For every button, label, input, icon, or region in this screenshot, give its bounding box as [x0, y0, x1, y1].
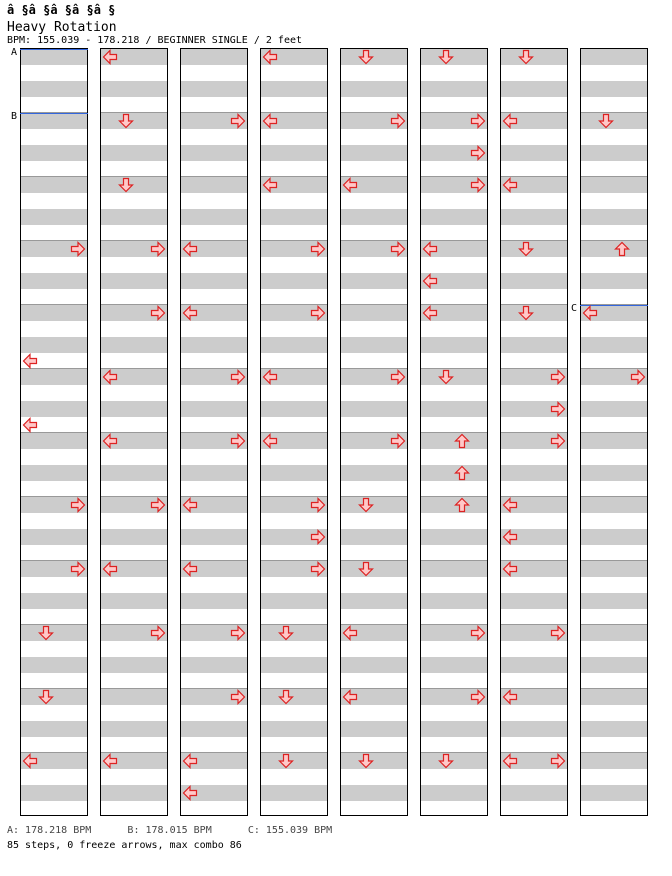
chart-column-3 — [180, 48, 248, 816]
left-arrow-icon — [342, 177, 358, 193]
measure-line — [421, 368, 487, 369]
beat-band — [341, 785, 407, 801]
beat-band — [341, 593, 407, 609]
right-arrow-icon — [390, 369, 406, 385]
right-arrow-icon — [230, 369, 246, 385]
beat-band — [581, 689, 647, 705]
beat-band — [581, 593, 647, 609]
left-arrow-icon — [262, 433, 278, 449]
measure-line — [341, 560, 407, 561]
beat-band — [421, 657, 487, 673]
beat-band — [181, 465, 247, 481]
beat-band — [101, 273, 167, 289]
left-arrow-icon — [502, 753, 518, 769]
left-arrow-icon — [262, 113, 278, 129]
right-arrow-icon — [550, 401, 566, 417]
down-arrow-icon — [438, 369, 454, 385]
beat-band — [501, 273, 567, 289]
measure-line — [421, 560, 487, 561]
beat-band — [101, 177, 167, 193]
right-arrow-icon — [150, 625, 166, 641]
beat-band — [261, 81, 327, 97]
beat-band — [421, 529, 487, 545]
left-arrow-icon — [22, 753, 38, 769]
right-arrow-icon — [310, 241, 326, 257]
measure-line — [261, 688, 327, 689]
right-arrow-icon — [310, 497, 326, 513]
right-arrow-icon — [470, 625, 486, 641]
beat-band — [501, 593, 567, 609]
beat-band — [341, 401, 407, 417]
beat-band — [101, 113, 167, 129]
right-arrow-icon — [70, 497, 86, 513]
beat-band — [261, 209, 327, 225]
beat-band — [181, 657, 247, 673]
measure-line — [581, 496, 647, 497]
beat-band — [181, 529, 247, 545]
measure-line — [341, 752, 407, 753]
beat-band — [341, 209, 407, 225]
beat-band — [101, 785, 167, 801]
measure-line — [581, 432, 647, 433]
beat-band — [21, 177, 87, 193]
measure-line — [421, 752, 487, 753]
measure-line — [501, 304, 567, 305]
beat-band — [421, 337, 487, 353]
beat-band — [341, 49, 407, 65]
bpm-change-label: B — [11, 111, 18, 122]
beat-band — [341, 337, 407, 353]
right-arrow-icon — [470, 177, 486, 193]
beat-band — [261, 273, 327, 289]
beat-band — [501, 721, 567, 737]
right-arrow-icon — [310, 561, 326, 577]
beat-band — [341, 753, 407, 769]
beat-band — [181, 49, 247, 65]
beat-band — [581, 209, 647, 225]
left-arrow-icon — [182, 241, 198, 257]
bpm-legend-c: C: 155.039 BPM — [247, 825, 333, 836]
beat-band — [21, 689, 87, 705]
left-arrow-icon — [422, 273, 438, 289]
beat-band — [581, 497, 647, 513]
measure-line — [341, 496, 407, 497]
beat-band — [21, 369, 87, 385]
right-arrow-icon — [470, 113, 486, 129]
left-arrow-icon — [422, 305, 438, 321]
beat-band — [421, 561, 487, 577]
left-arrow-icon — [502, 497, 518, 513]
right-arrow-icon — [150, 305, 166, 321]
beat-band — [581, 113, 647, 129]
beat-band — [581, 401, 647, 417]
right-arrow-icon — [230, 689, 246, 705]
left-arrow-icon — [22, 353, 38, 369]
right-arrow-icon — [230, 625, 246, 641]
beat-band — [501, 337, 567, 353]
measure-line — [21, 624, 87, 625]
beat-band — [581, 785, 647, 801]
right-arrow-icon — [310, 305, 326, 321]
right-arrow-icon — [150, 497, 166, 513]
left-arrow-icon — [342, 625, 358, 641]
bpm-legend-a: A: 178.218 BPM — [7, 825, 92, 836]
beat-band — [261, 401, 327, 417]
beat-band — [501, 305, 567, 321]
beat-band — [581, 465, 647, 481]
beat-band — [341, 561, 407, 577]
beat-band — [341, 497, 407, 513]
bpm-change-line — [20, 113, 88, 114]
right-arrow-icon — [550, 369, 566, 385]
beat-band — [261, 657, 327, 673]
right-arrow-icon — [630, 369, 646, 385]
chart-column-5 — [340, 48, 408, 816]
beat-band — [261, 465, 327, 481]
right-arrow-icon — [550, 753, 566, 769]
measure-line — [261, 624, 327, 625]
beat-band — [421, 49, 487, 65]
beat-band — [341, 305, 407, 321]
measure-line — [101, 112, 167, 113]
beat-band — [501, 465, 567, 481]
beat-band — [21, 49, 87, 65]
measure-line — [341, 304, 407, 305]
chart-column-7 — [500, 48, 568, 816]
down-arrow-icon — [598, 113, 614, 129]
beat-band — [341, 145, 407, 161]
down-arrow-icon — [438, 49, 454, 65]
left-arrow-icon — [502, 529, 518, 545]
down-arrow-icon — [118, 113, 134, 129]
chart-column-4 — [260, 48, 328, 816]
beat-band — [341, 81, 407, 97]
beat-band — [581, 177, 647, 193]
left-arrow-icon — [22, 417, 38, 433]
beat-band — [181, 401, 247, 417]
beat-band — [261, 689, 327, 705]
left-arrow-icon — [502, 689, 518, 705]
left-arrow-icon — [102, 561, 118, 577]
down-arrow-icon — [38, 689, 54, 705]
down-arrow-icon — [278, 625, 294, 641]
down-arrow-icon — [38, 625, 54, 641]
right-arrow-icon — [230, 433, 246, 449]
beat-band — [501, 209, 567, 225]
left-arrow-icon — [262, 369, 278, 385]
down-arrow-icon — [358, 497, 374, 513]
left-arrow-icon — [182, 785, 198, 801]
beat-band — [581, 81, 647, 97]
left-arrow-icon — [502, 177, 518, 193]
beat-band — [581, 273, 647, 289]
beat-band — [181, 81, 247, 97]
right-arrow-icon — [390, 113, 406, 129]
beat-band — [21, 81, 87, 97]
beat-band — [181, 337, 247, 353]
beat-band — [21, 625, 87, 641]
measure-line — [581, 752, 647, 753]
beat-band — [581, 657, 647, 673]
left-arrow-icon — [182, 561, 198, 577]
beat-band — [101, 145, 167, 161]
beat-band — [261, 721, 327, 737]
beat-band — [581, 529, 647, 545]
right-arrow-icon — [310, 529, 326, 545]
measure-line — [101, 176, 167, 177]
beat-band — [101, 689, 167, 705]
beat-band — [581, 145, 647, 161]
up-arrow-icon — [454, 433, 470, 449]
beat-band — [581, 433, 647, 449]
left-arrow-icon — [102, 369, 118, 385]
measure-line — [501, 240, 567, 241]
bpm-legend-b: B: 178.015 BPM — [127, 825, 212, 836]
beat-band — [21, 305, 87, 321]
chart-column-1 — [11, 47, 88, 816]
beat-band — [21, 721, 87, 737]
beat-band — [581, 625, 647, 641]
bpm-change-label: A — [11, 47, 18, 58]
beat-band — [181, 209, 247, 225]
beat-band — [181, 593, 247, 609]
beat-band — [421, 753, 487, 769]
down-arrow-icon — [358, 561, 374, 577]
beat-band — [21, 113, 87, 129]
beat-band — [341, 465, 407, 481]
beat-band — [21, 145, 87, 161]
right-arrow-icon — [550, 625, 566, 641]
beat-band — [421, 721, 487, 737]
beat-band — [261, 145, 327, 161]
right-arrow-icon — [470, 689, 486, 705]
beat-band — [181, 177, 247, 193]
beat-band — [421, 81, 487, 97]
down-arrow-icon — [518, 241, 534, 257]
song-title: Heavy Rotation — [7, 20, 117, 35]
beat-band — [261, 625, 327, 641]
beat-band — [261, 753, 327, 769]
beat-band — [21, 401, 87, 417]
down-arrow-icon — [278, 689, 294, 705]
right-arrow-icon — [550, 433, 566, 449]
beat-band — [261, 785, 327, 801]
beat-band — [581, 49, 647, 65]
beat-band — [501, 241, 567, 257]
beat-band — [341, 529, 407, 545]
beat-band — [581, 337, 647, 353]
beat-band — [101, 529, 167, 545]
up-arrow-icon — [454, 497, 470, 513]
beat-band — [101, 401, 167, 417]
measure-line — [581, 624, 647, 625]
garbled-title: â §â §â §â §â § — [7, 3, 116, 17]
beat-band — [21, 465, 87, 481]
beat-band — [501, 657, 567, 673]
measure-line — [21, 688, 87, 689]
right-arrow-icon — [150, 241, 166, 257]
beat-band — [581, 561, 647, 577]
down-arrow-icon — [358, 49, 374, 65]
measure-line — [181, 176, 247, 177]
left-arrow-icon — [102, 49, 118, 65]
beat-band — [101, 209, 167, 225]
beat-band — [21, 529, 87, 545]
beat-band — [21, 433, 87, 449]
beat-band — [581, 721, 647, 737]
left-arrow-icon — [342, 689, 358, 705]
beat-band — [101, 593, 167, 609]
beat-band — [101, 465, 167, 481]
left-arrow-icon — [182, 753, 198, 769]
beat-band — [21, 593, 87, 609]
down-arrow-icon — [518, 305, 534, 321]
right-arrow-icon — [390, 433, 406, 449]
beat-band — [21, 657, 87, 673]
down-arrow-icon — [278, 753, 294, 769]
beat-band — [21, 337, 87, 353]
left-arrow-icon — [502, 561, 518, 577]
beat-band — [501, 785, 567, 801]
left-arrow-icon — [502, 113, 518, 129]
beat-band — [101, 721, 167, 737]
beat-band — [501, 81, 567, 97]
beat-band — [501, 145, 567, 161]
left-arrow-icon — [102, 433, 118, 449]
right-arrow-icon — [70, 241, 86, 257]
beat-band — [181, 721, 247, 737]
measure-line — [581, 560, 647, 561]
chart-info: BPM: 155.039 - 178.218 / BEGINNER SINGLE / 2 feet — [7, 35, 303, 46]
beat-band — [101, 81, 167, 97]
left-arrow-icon — [102, 753, 118, 769]
beat-band — [341, 657, 407, 673]
beat-band — [421, 369, 487, 385]
beat-band — [261, 593, 327, 609]
measure-line — [581, 176, 647, 177]
right-arrow-icon — [470, 145, 486, 161]
down-arrow-icon — [438, 753, 454, 769]
step-summary: 85 steps, 0 freeze arrows, max combo 86 — [7, 840, 242, 851]
left-arrow-icon — [262, 49, 278, 65]
left-arrow-icon — [182, 305, 198, 321]
bpm-change-label: C — [571, 303, 578, 314]
right-arrow-icon — [230, 113, 246, 129]
bpm-legend — [7, 826, 332, 836]
chart-column-6 — [420, 48, 488, 816]
beat-band — [421, 593, 487, 609]
up-arrow-icon — [614, 241, 630, 257]
beat-band — [261, 337, 327, 353]
left-arrow-icon — [422, 241, 438, 257]
beat-band — [501, 49, 567, 65]
down-arrow-icon — [358, 753, 374, 769]
beat-band — [421, 785, 487, 801]
beat-band — [101, 337, 167, 353]
measure-line — [581, 112, 647, 113]
beat-band — [421, 209, 487, 225]
right-arrow-icon — [390, 241, 406, 257]
chart-column-8 — [571, 48, 648, 816]
down-arrow-icon — [118, 177, 134, 193]
beat-band — [341, 721, 407, 737]
measure-line — [101, 688, 167, 689]
up-arrow-icon — [454, 465, 470, 481]
bpm-change-line — [20, 49, 88, 50]
left-arrow-icon — [262, 177, 278, 193]
beat-band — [581, 753, 647, 769]
measure-line — [581, 688, 647, 689]
measure-line — [261, 752, 327, 753]
beat-band — [21, 273, 87, 289]
beat-band — [421, 401, 487, 417]
beat-band — [181, 145, 247, 161]
down-arrow-icon — [518, 49, 534, 65]
left-arrow-icon — [182, 497, 198, 513]
beat-band — [181, 273, 247, 289]
beat-band — [341, 273, 407, 289]
beat-band — [21, 785, 87, 801]
right-arrow-icon — [70, 561, 86, 577]
measure-line — [21, 176, 87, 177]
beat-band — [101, 657, 167, 673]
beat-band — [21, 209, 87, 225]
measure-line — [21, 304, 87, 305]
left-arrow-icon — [582, 305, 598, 321]
chart-column-2 — [100, 48, 168, 816]
